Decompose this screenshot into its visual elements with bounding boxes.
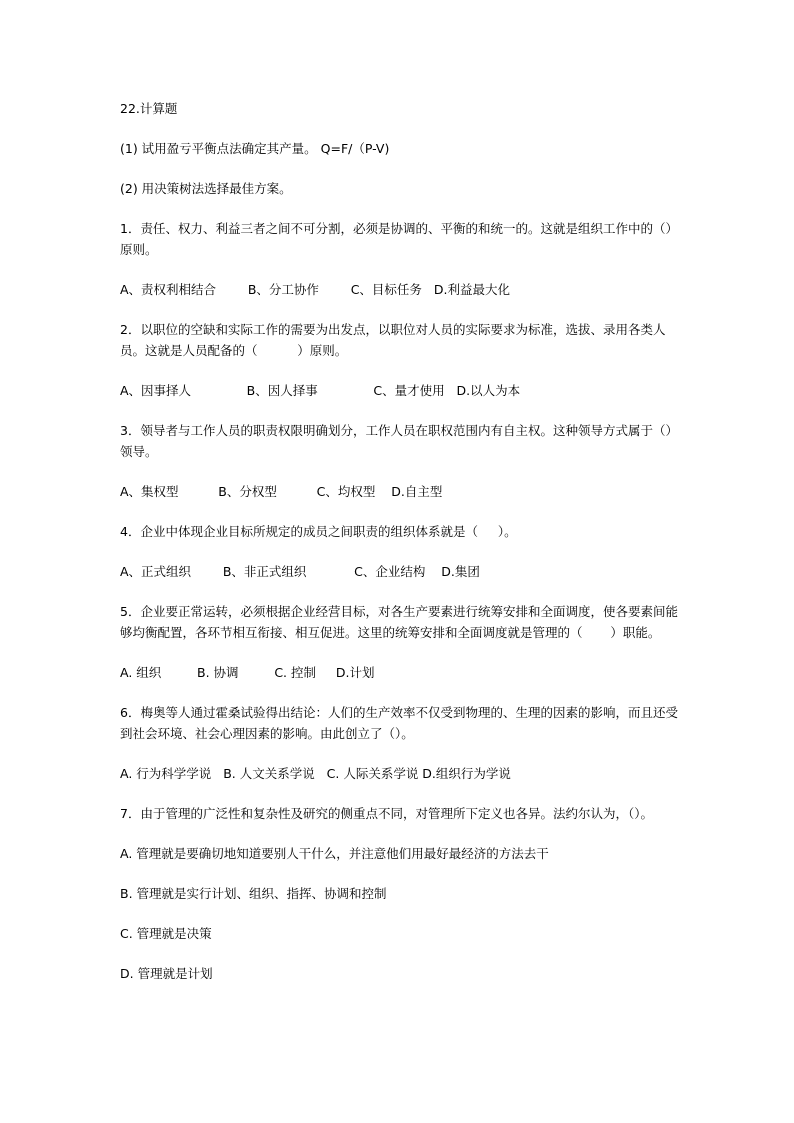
question-1-options: A、责权利相结合 B、分工协作 C、目标任务 D.利益最大化 (120, 282, 510, 297)
question-5-stem: 5．企业要正常运转，必须根据企业经营目标，对各生产要素进行统筹安排和全面调度，使各要素间能够均衡配置，各环节相互衔接、相互促进。这里的统筹安排和全面调度就是管理的（ ）职能。 (120, 604, 678, 640)
question-5-options: A. 组织 B. 协调 C. 控制 D.计划 (120, 665, 375, 680)
calc-item-2: (2) 用决策树法选择最佳方案。 (120, 181, 292, 196)
calc-item-1: (1) 试用盈亏平衡点法确定其产量。 Q=F/（P-V) (120, 141, 390, 156)
section-heading: 22.计算题 (120, 101, 178, 116)
document-content (120, 98, 680, 1003)
question-7-option-d: D. 管理就是计划 (120, 966, 213, 981)
question-7-option-c: C. 管理就是决策 (120, 926, 212, 941)
question-7-option-b: B. 管理就是实行计划、组织、指挥、协调和控制 (120, 886, 387, 901)
question-4-options: A、正式组织 B、非正式组织 C、企业结构 D.集团 (120, 564, 480, 579)
question-3-options: A、集权型 B、分权型 C、均权型 D.自主型 (120, 484, 443, 499)
question-1-stem: 1．责任、权力、利益三者之间不可分割，必须是协调的、平衡的和统一的。这就是组织工作中的（）原则。 (120, 221, 678, 257)
question-7-stem: 7．由于管理的广泛性和复杂性及研究的侧重点不同，对管理所下定义也各异。法约尔认为，（）。 (120, 806, 653, 821)
question-4-stem: 4．企业中体现企业目标所规定的成员之间职责的组织体系就是（ ）。 (120, 524, 517, 539)
question-2-options: A、因事择人 B、因人择事 C、量才使用 D.以人为本 (120, 383, 521, 398)
question-2-stem: 2．以职位的空缺和实际工作的需要为出发点，以职位对人员的实际要求为标准，选拔、录用各类人员。这就是人员配备的（ ）原则。 (120, 322, 666, 358)
question-6-stem: 6．梅奥等人通过霍桑试验得出结论：人们的生产效率不仅受到物理的、生理的因素的影响，而且还受到社会环境、社会心理因素的影响。由此创立了（）。 (120, 705, 678, 741)
question-3-stem: 3．领导者与工作人员的职责权限明确划分，工作人员在职权范围内有自主权。这种领导方式属于（）领导。 (120, 423, 678, 459)
question-7-option-a: A. 管理就是要确切地知道要别人干什么，并注意他们用最好最经济的方法去干 (120, 846, 549, 861)
question-6-options: A. 行为科学学说 B. 人文关系学说 C. 人际关系学说 D.组织行为学说 (120, 766, 511, 781)
